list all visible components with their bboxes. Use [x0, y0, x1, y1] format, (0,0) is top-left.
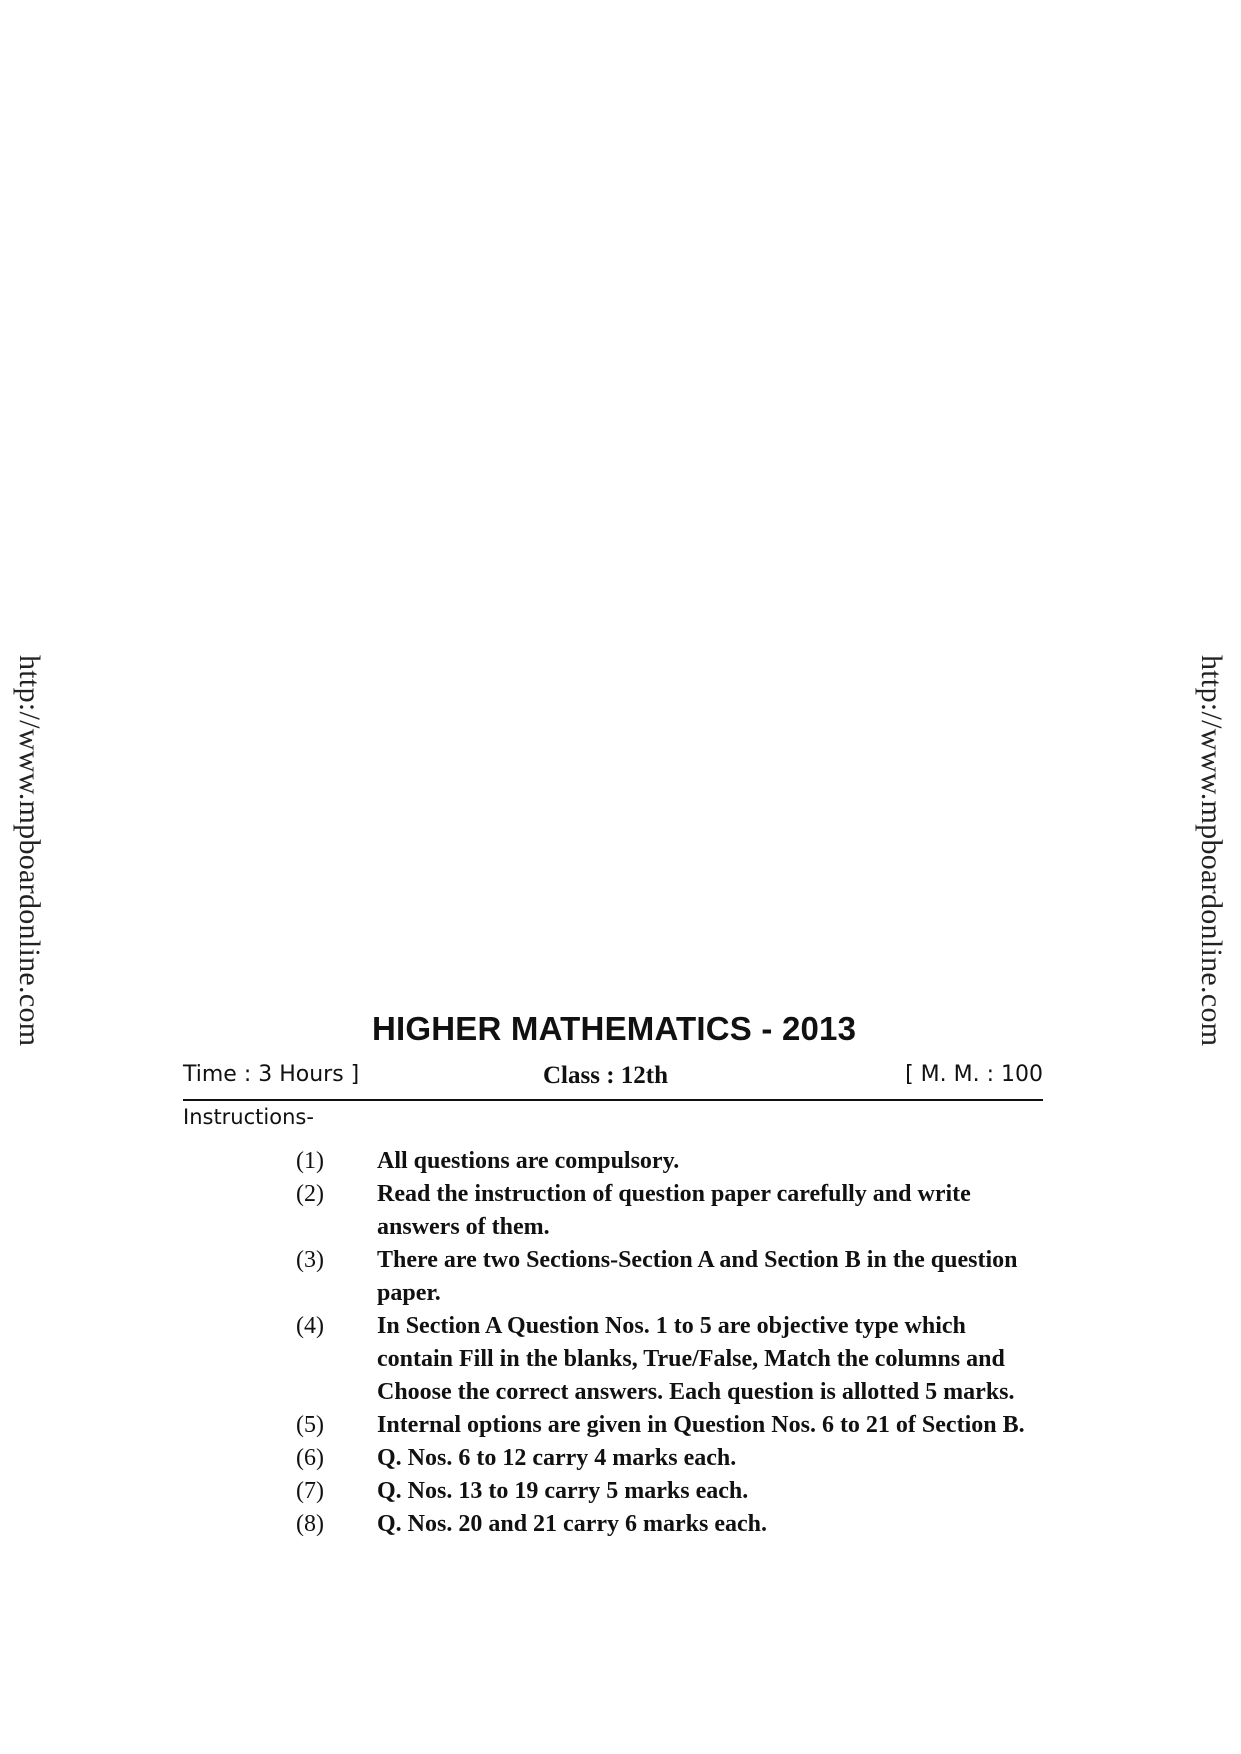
time-label: Time : 3 Hours ] [183, 1062, 360, 1087]
instruction-text: Read the instruction of question paper carefully and write answers of them. [377, 1181, 971, 1240]
header-divider [183, 1099, 1043, 1101]
instruction-text: In Section A Question Nos. 1 to 5 are objective type which contain Fill in the blanks, True/False, Match the columns and Choose the correct answers. Each question is allotted 5 marks. [377, 1313, 1015, 1405]
instruction-item [280, 1310, 1080, 1409]
instruction-item [280, 1244, 1080, 1310]
instruction-number: (3) [296, 1247, 324, 1273]
paper-title: HIGHER MATHEMATICS - 2013 [372, 1010, 857, 1047]
instruction-text: Q. Nos. 6 to 12 carry 4 marks each. [377, 1445, 737, 1471]
instruction-number: (1) [296, 1148, 324, 1174]
instruction-item [280, 1508, 1080, 1541]
instruction-number: (2) [296, 1181, 324, 1207]
instruction-number: (8) [296, 1511, 324, 1537]
instruction-number: (7) [296, 1478, 324, 1504]
instruction-item [280, 1145, 1080, 1178]
instruction-item [280, 1475, 1080, 1508]
meta-row [183, 1062, 1043, 1098]
instruction-number: (5) [296, 1412, 324, 1438]
instruction-item [280, 1409, 1080, 1442]
watermark-right: http://www.mpboardonline.com [1195, 655, 1228, 1047]
class-label: Class : 12th [543, 1062, 669, 1089]
instructions-list [280, 1145, 1080, 1541]
instruction-item [280, 1178, 1080, 1244]
instruction-text: Internal options are given in Question Nos. 6 to 21 of Section B. [377, 1412, 1025, 1438]
instruction-item [280, 1442, 1080, 1475]
instruction-number: (4) [296, 1313, 324, 1339]
instruction-text: All questions are compulsory. [377, 1148, 680, 1174]
instruction-text: Q. Nos. 13 to 19 carry 5 marks each. [377, 1478, 749, 1504]
watermark-left: http://www.mpboardonline.com [13, 655, 46, 1047]
instruction-text: Q. Nos. 20 and 21 carry 6 marks each. [377, 1511, 767, 1537]
instruction-number: (6) [296, 1445, 324, 1471]
instructions-heading: Instructions- [183, 1105, 314, 1129]
instruction-text: There are two Sections-Section A and Section B in the question paper. [377, 1247, 1018, 1306]
max-marks-label: [ M. M. : 100 [905, 1062, 1043, 1087]
